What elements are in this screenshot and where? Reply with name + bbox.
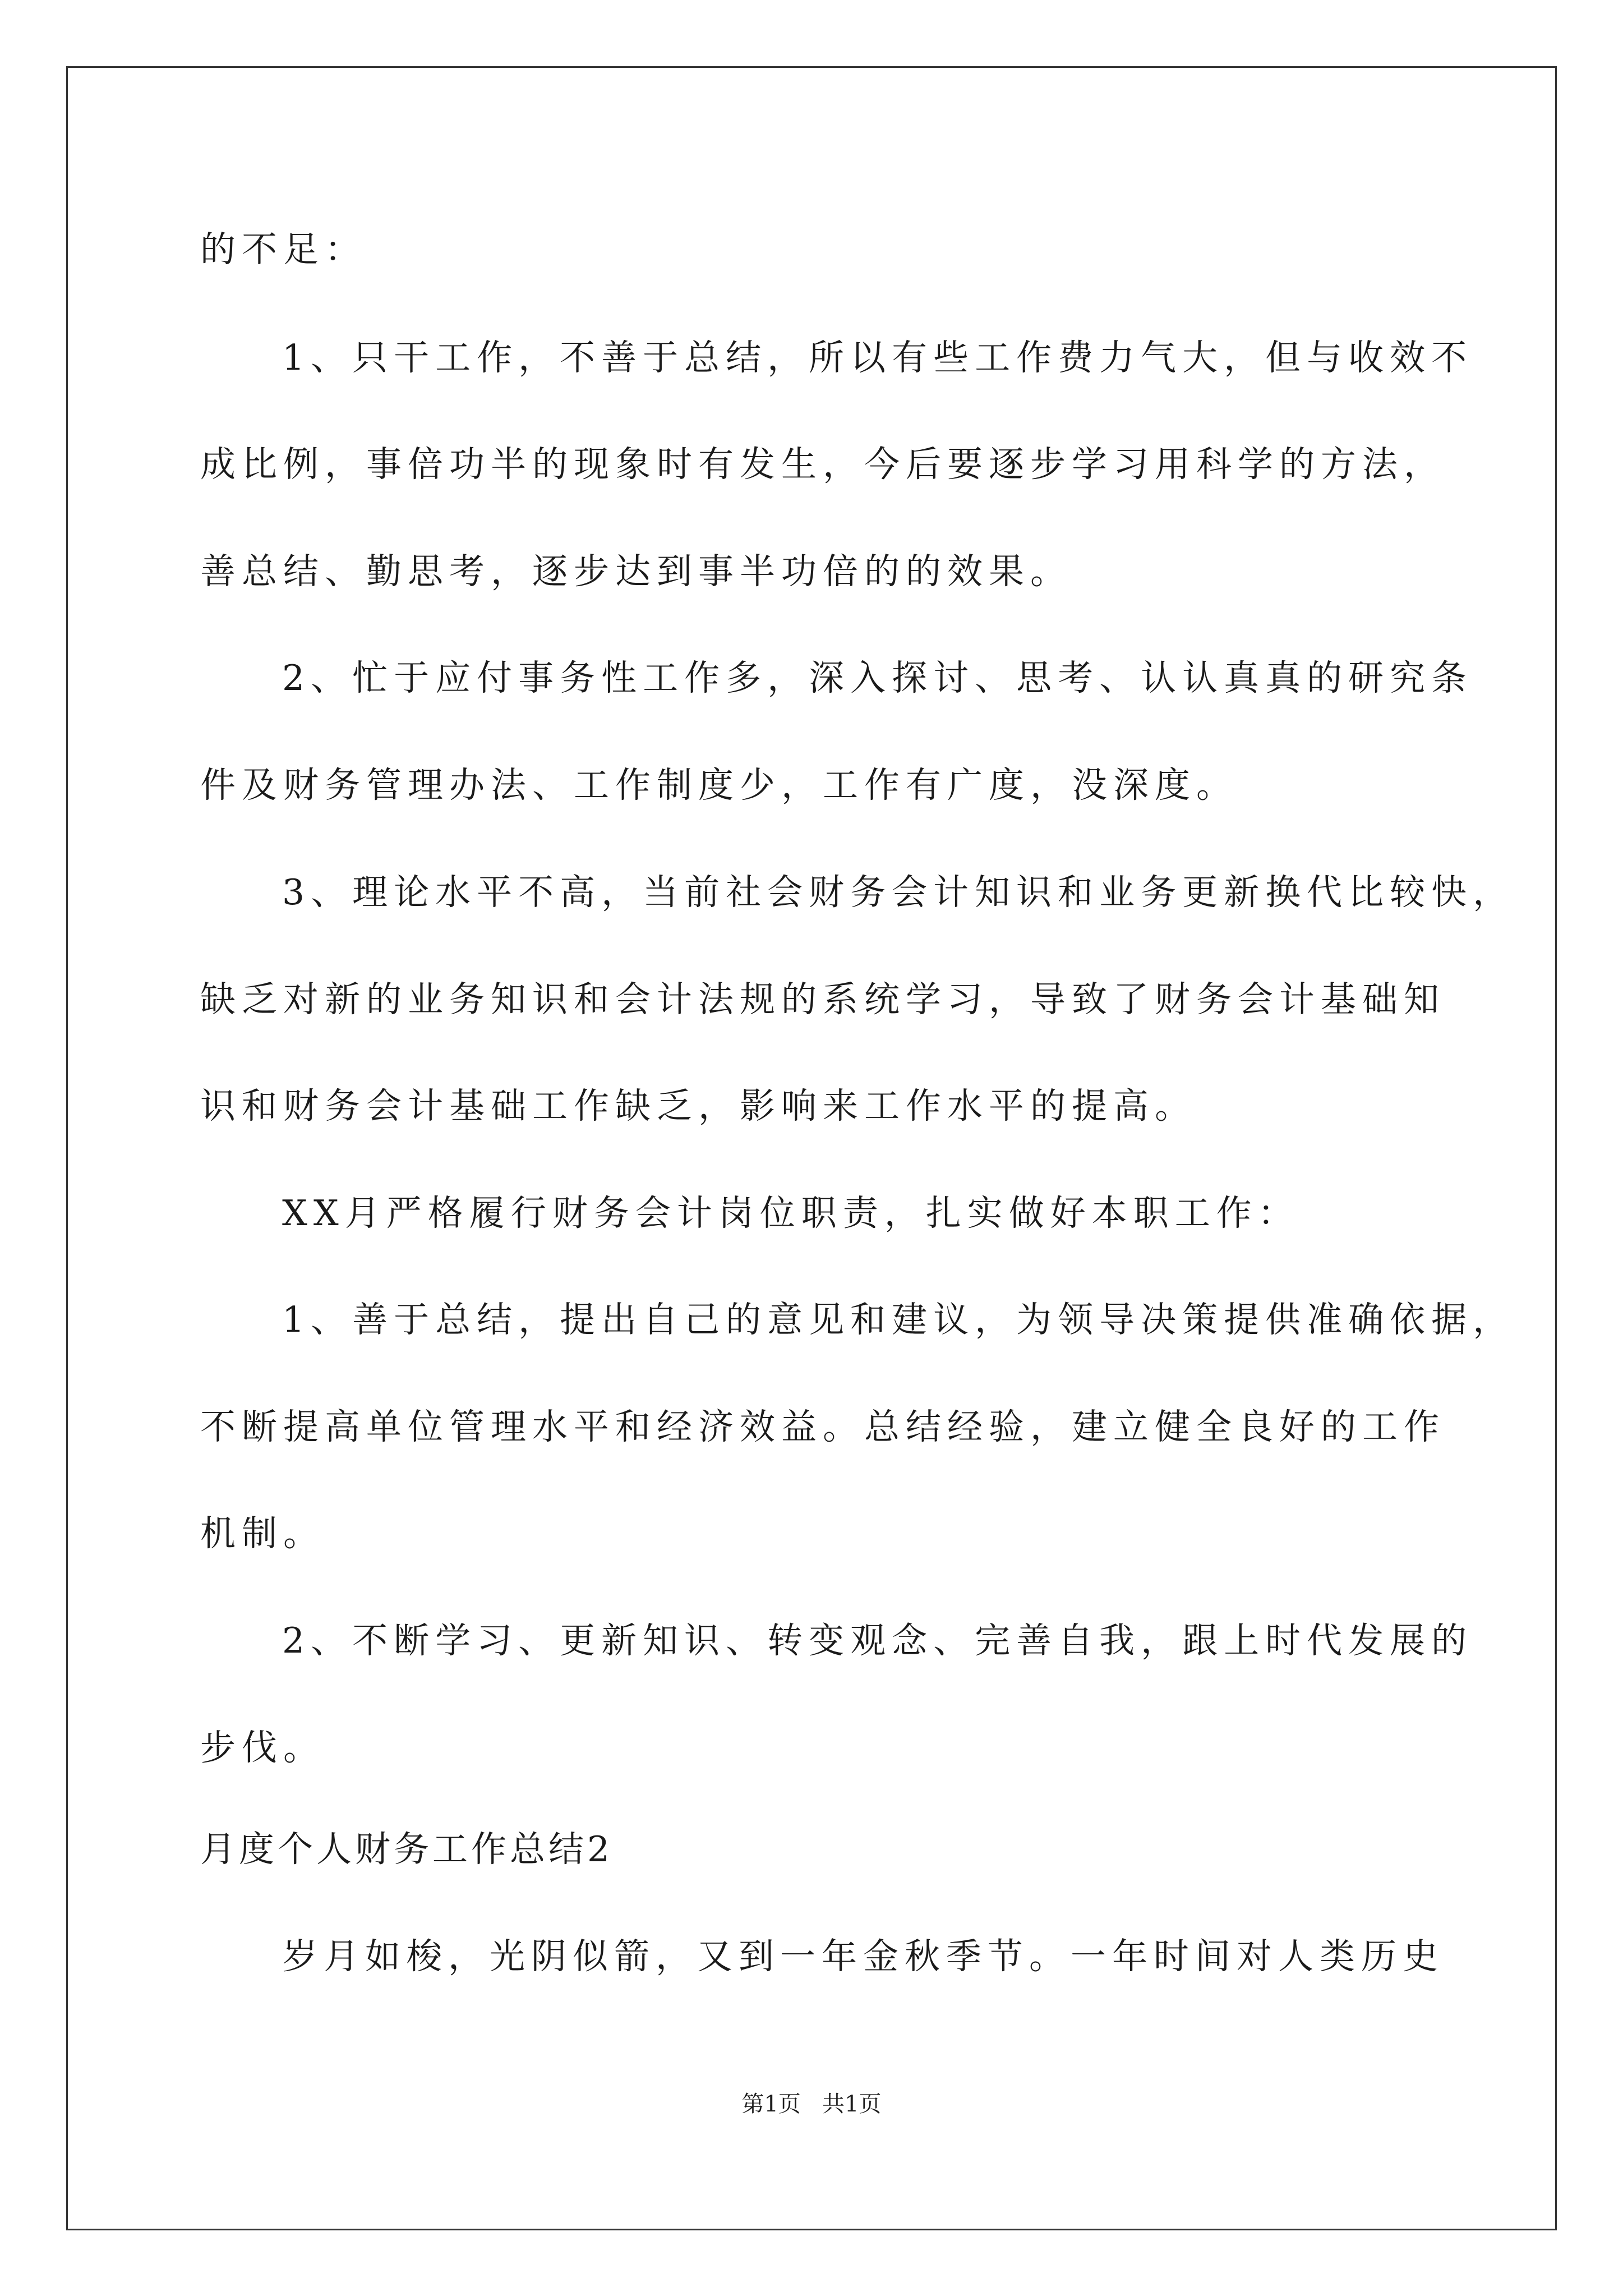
text-line-17: 岁月如梭，光阴似箭，又到一年金秋季节。一年时间对人类历史	[282, 1936, 1444, 1977]
text-line-6: 件及财务管理办法、工作制度少，工作有广度，没深度。	[200, 765, 1238, 806]
text-line-2: 1、只干工作，不善于总结，所以有些工作费力气大，但与收效不	[282, 337, 1473, 378]
page-border	[66, 66, 1557, 2230]
text-line-10: XX月严格履行财务会计岗位职责，扎实做好本职工作：	[282, 1193, 1299, 1234]
text-line-5: 2、忙于应付事务性工作多，深入探讨、思考、认认真真的研究条	[282, 657, 1473, 698]
text-line-13: 机制。	[200, 1513, 325, 1554]
text-line-15: 步伐。	[200, 1727, 325, 1768]
text-line-7: 3、理论水平不高，当前社会财务会计知识和业务更新换代比较快，	[282, 872, 1515, 913]
text-line-14: 2、不断学习、更新知识、转变观念、完善自我，跟上时代发展的	[282, 1620, 1473, 1661]
text-line-3: 成比例，事倍功半的现象时有发生，今后要逐步学习用科学的方法，	[200, 444, 1445, 485]
text-line-1: 的不足：	[200, 229, 366, 270]
text-line-9: 识和财务会计基础工作缺乏，影响来工作水平的提高。	[200, 1085, 1196, 1126]
section-heading: 月度个人财务工作总结2	[200, 1829, 614, 1870]
text-line-8: 缺乏对新的业务知识和会计法规的系统学习，导致了财务会计基础知	[200, 979, 1445, 1020]
text-line-12: 不断提高单位管理水平和经济效益。总结经验，建立健全良好的工作	[200, 1406, 1445, 1447]
text-line-11: 1、善于总结，提出自己的意见和建议，为领导决策提供准确依据，	[282, 1299, 1515, 1340]
text-line-4: 善总结、勤思考，逐步达到事半功倍的的效果。	[200, 551, 1072, 592]
page-number-footer: 第1页 共1页	[741, 2091, 882, 2117]
